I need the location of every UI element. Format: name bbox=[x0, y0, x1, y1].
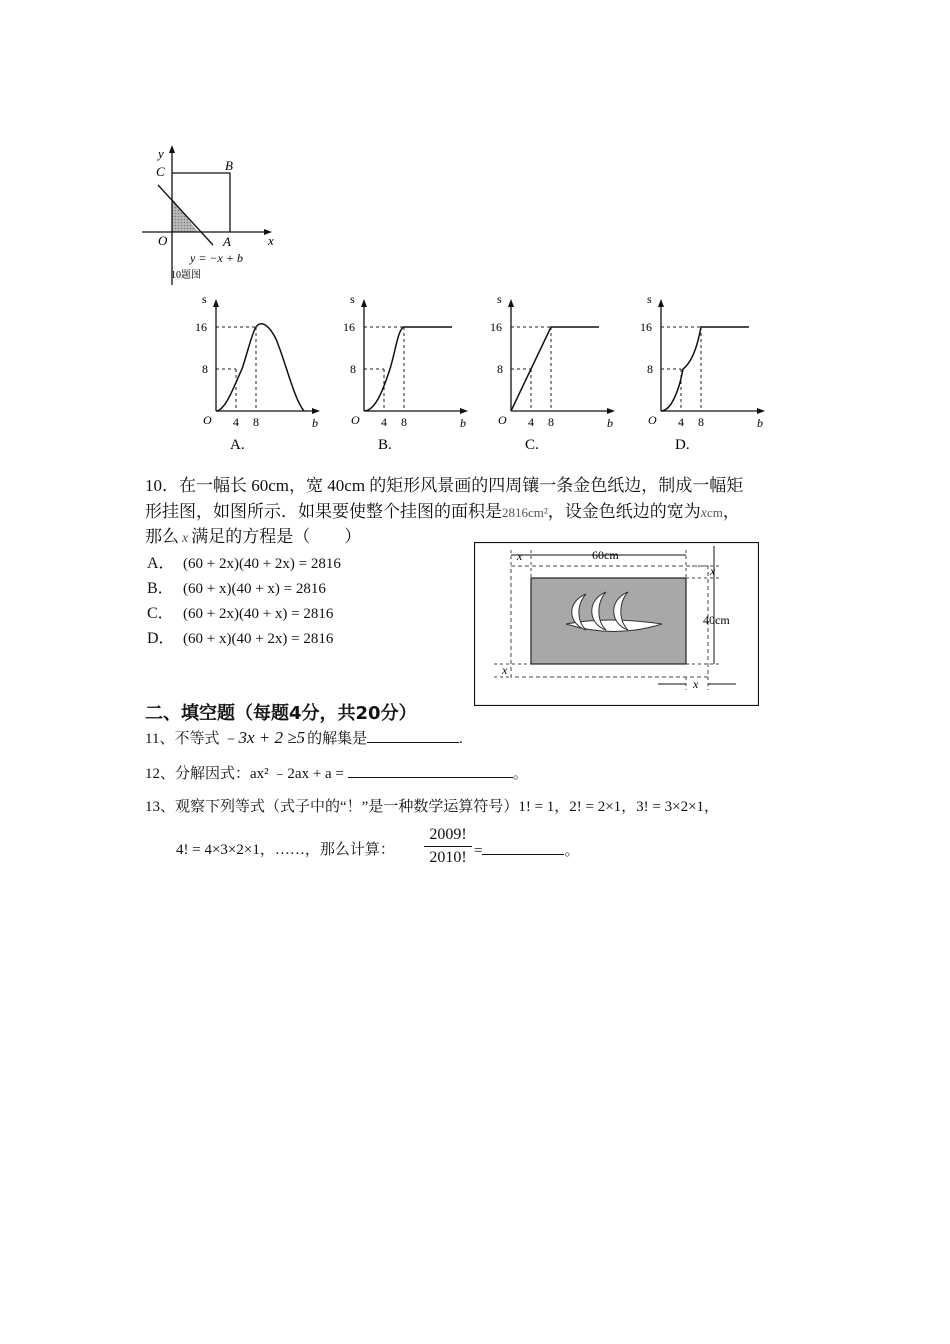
q13-fraction bbox=[424, 826, 472, 867]
q12-text: 12、分解因式：ax² ﹣2ax + a = bbox=[145, 766, 344, 782]
frame-x-top-label: x bbox=[517, 549, 523, 563]
point-a-label: A bbox=[223, 234, 231, 249]
graph-a-tick-x8: 8 bbox=[253, 415, 259, 429]
q10-line2-text-b: ，设金色纸边的宽为 bbox=[547, 502, 701, 521]
q13-line2: 4! = 4×3×2×1，……，那么计算： bbox=[176, 842, 395, 858]
q11-prefix: 11、不等式 bbox=[145, 731, 220, 747]
q11-end: . bbox=[459, 731, 463, 747]
fraction-denominator: 2010! bbox=[429, 849, 467, 866]
q11-expression: ﹣3x + 2 ≥5 bbox=[221, 728, 306, 747]
option-equation: (60 + x)(40 + 2x) = 2816 bbox=[183, 631, 334, 647]
graph-a-y-arrow-icon bbox=[213, 299, 219, 307]
q11-suffix: 的解集是 bbox=[307, 731, 368, 747]
q11 bbox=[145, 723, 463, 748]
picture-frame-figure bbox=[474, 542, 759, 706]
q10-option-b[interactable] bbox=[147, 575, 326, 598]
option-label: D． bbox=[147, 630, 175, 647]
graph-d-tick-x4: 4 bbox=[678, 415, 684, 429]
frame-x-left-label: x bbox=[502, 663, 508, 677]
q13-end: 。 bbox=[564, 843, 580, 859]
frame-length-label: 60cm bbox=[592, 548, 619, 562]
q13-answer-blank[interactable] bbox=[482, 838, 564, 855]
graph-c-x-arrow-icon bbox=[607, 408, 615, 414]
graph-c-y-arrow-icon bbox=[508, 299, 514, 307]
frame-x-right-label: x bbox=[710, 564, 716, 578]
graph-d-x-arrow-icon bbox=[757, 408, 765, 414]
graph-a-curve bbox=[216, 324, 304, 411]
frame-x-bottom-label: x bbox=[693, 677, 699, 691]
point-c-label: C bbox=[156, 164, 165, 179]
q10-line2-text-a: 形挂图，如图所示．如果要使整个挂图的面积是 bbox=[145, 502, 502, 521]
q10-line3 bbox=[145, 525, 361, 551]
graph-d-s-label: s bbox=[647, 292, 652, 306]
option-equation: (60 + 2x)(40 + 2x) = 2816 bbox=[183, 556, 341, 572]
graph-b-y-arrow-icon bbox=[361, 299, 367, 307]
q13-answer bbox=[474, 838, 579, 860]
graph-c-s-label: s bbox=[497, 292, 502, 306]
graph-b-tick-8: 8 bbox=[350, 362, 356, 376]
graph-d-tick-16: 16 bbox=[640, 320, 652, 334]
q10-area: 2816cm² bbox=[502, 505, 548, 520]
q10-option-d[interactable] bbox=[147, 625, 333, 648]
line-equation-label: y = −x + b bbox=[190, 251, 243, 265]
graph-d-tick-x8: 8 bbox=[698, 415, 704, 429]
option-graphs bbox=[180, 290, 780, 460]
option-label: A． bbox=[147, 555, 175, 572]
y-axis-label: y bbox=[158, 146, 164, 161]
frame-width-label: 40cm bbox=[703, 613, 730, 627]
q10-line2 bbox=[145, 500, 740, 526]
graph-b-tick-x8: 8 bbox=[401, 415, 407, 429]
q10-line2-text-c: ， bbox=[722, 502, 740, 521]
q10-option-c[interactable] bbox=[147, 600, 333, 623]
graph-a-tick-8: 8 bbox=[202, 362, 208, 376]
q10-unit: cm bbox=[707, 505, 723, 520]
option-label: C． bbox=[147, 605, 174, 622]
origin-label: O bbox=[158, 233, 168, 248]
graph-a-b-label: b bbox=[312, 416, 318, 430]
q13-line1: 13、观察下列等式（式子中的“！”是一种数学运算符号）1! = 1，2! = 2×1，3! = 3×2×1， bbox=[145, 799, 720, 815]
q10-var-2: x bbox=[182, 531, 189, 546]
graph-b-option-label: B. bbox=[378, 437, 392, 453]
fraction-numerator: 2009! bbox=[429, 826, 467, 843]
q10-option-a[interactable] bbox=[147, 550, 341, 573]
graph-b-origin-label: O bbox=[351, 413, 360, 427]
q12 bbox=[145, 761, 528, 783]
option-equation: (60 + x)(40 + x) = 2816 bbox=[183, 581, 326, 597]
graph-a-tick-x4: 4 bbox=[233, 415, 239, 429]
q10-line1: 10．在一幅长 60cm，宽 40cm 的矩形风景画的四周镶一条金色纸边，制成一幅矩 bbox=[145, 476, 744, 495]
q10-line3-text-b: 满足的方程是（ ） bbox=[191, 527, 362, 546]
graph-c-tick-x8: 8 bbox=[548, 415, 554, 429]
q13-equals: = bbox=[474, 843, 483, 859]
graph-c-b-label: b bbox=[607, 416, 613, 430]
q10-var: x bbox=[700, 506, 707, 521]
graph-d-option-label: D. bbox=[675, 437, 690, 453]
graph-c-tick-x4: 4 bbox=[528, 415, 534, 429]
figure-caption: 10题图 bbox=[171, 270, 201, 281]
q11-answer-blank[interactable] bbox=[367, 726, 459, 743]
figure-10-coordinate-diagram bbox=[138, 140, 288, 285]
graph-b-x-arrow-icon bbox=[460, 408, 468, 414]
graph-b-tick-16: 16 bbox=[343, 320, 355, 334]
graph-b-tick-x4: 4 bbox=[381, 415, 387, 429]
y-axis-arrow-icon bbox=[169, 145, 175, 153]
point-b-label: B bbox=[225, 158, 233, 173]
graph-c-origin-label: O bbox=[498, 413, 507, 427]
graph-a-x-arrow-icon bbox=[312, 408, 320, 414]
q12-answer-blank[interactable] bbox=[348, 761, 513, 778]
option-label: B． bbox=[147, 580, 174, 597]
graph-d-b-label: b bbox=[757, 416, 763, 430]
graph-d-origin-label: O bbox=[648, 413, 657, 427]
fraction-bar bbox=[424, 846, 472, 847]
graph-a-origin-label: O bbox=[203, 413, 212, 427]
section-2-title: 二、填空题（每题4分，共20分） bbox=[145, 703, 417, 724]
graph-a-option-label: A. bbox=[230, 437, 245, 453]
option-equation: (60 + 2x)(40 + x) = 2816 bbox=[183, 606, 334, 622]
graph-b-s-label: s bbox=[350, 292, 355, 306]
graph-c-option-label: C. bbox=[525, 437, 539, 453]
graph-a-tick-16: 16 bbox=[195, 320, 207, 334]
graph-c-tick-16: 16 bbox=[490, 320, 502, 334]
graph-b-b-label: b bbox=[460, 416, 466, 430]
graph-a-s-label: s bbox=[202, 292, 207, 306]
graph-c-tick-8: 8 bbox=[497, 362, 503, 376]
graph-d-tick-8: 8 bbox=[647, 362, 653, 376]
q12-end: 。 bbox=[512, 766, 528, 782]
q10-line3-text-a: 那么 bbox=[145, 527, 179, 546]
x-axis-label: x bbox=[268, 233, 274, 248]
graph-d-y-arrow-icon bbox=[658, 299, 664, 307]
